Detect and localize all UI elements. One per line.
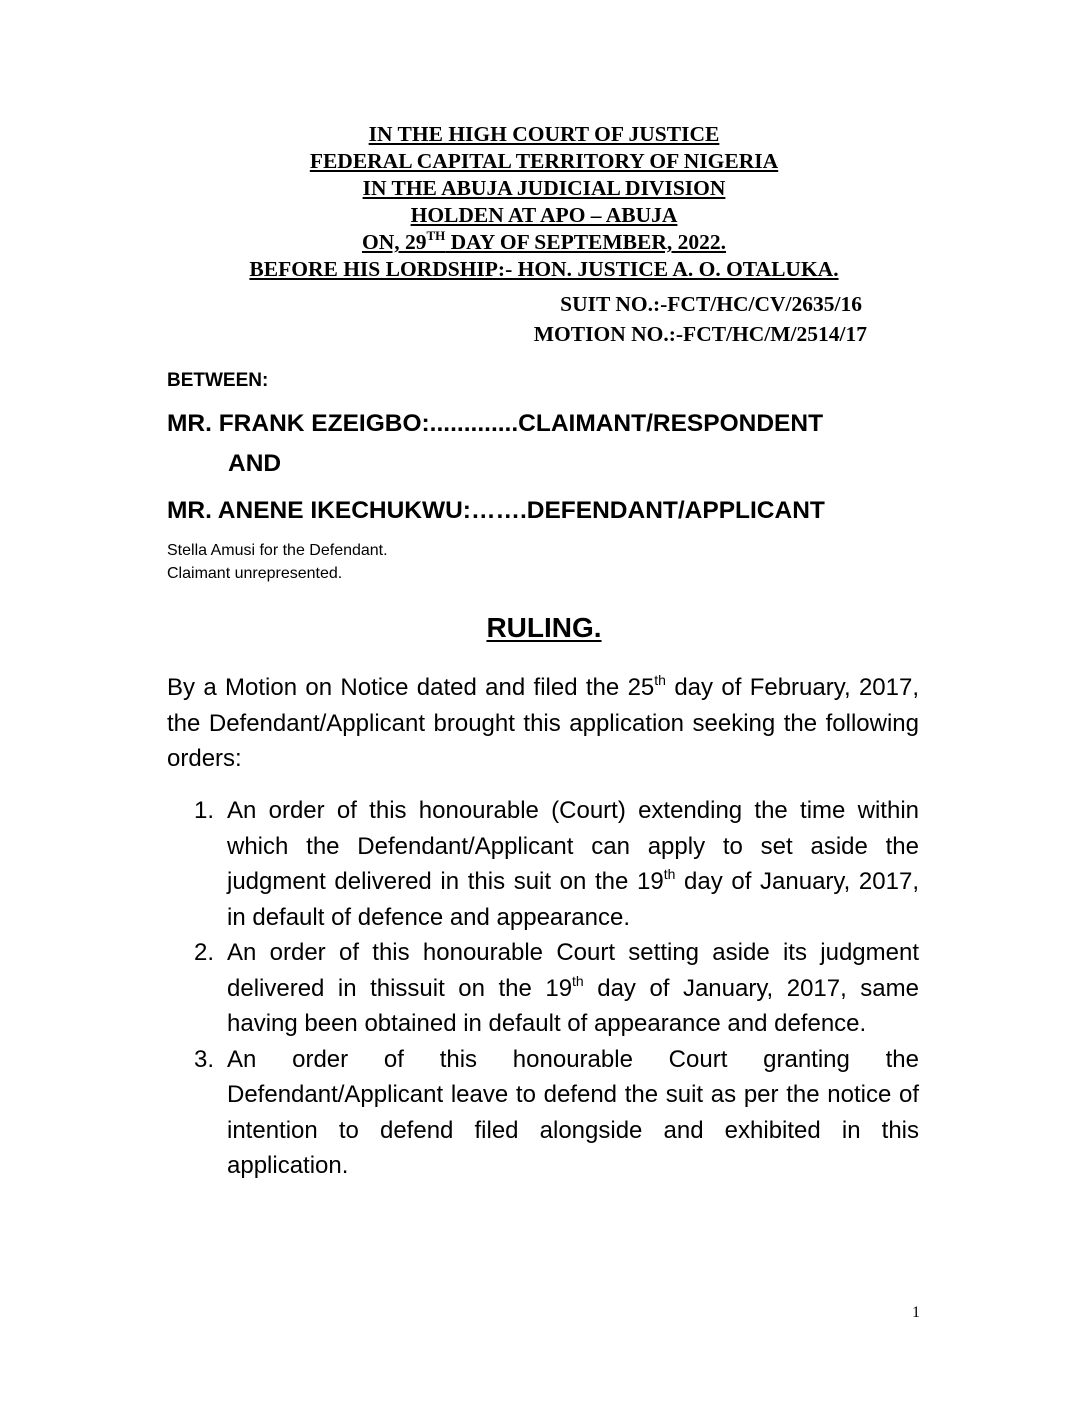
intro-pre: By a Motion on Notice dated and filed the 25 xyxy=(167,674,655,701)
between-label: BETWEEN: xyxy=(167,370,269,391)
intro-post: day of February, 2017, the Defendant/Applicant brought this application seeking the following orders: xyxy=(167,674,920,772)
suit-number: SUIT NO.:-FCT/HC/CV/2635/16 xyxy=(560,292,862,316)
order-number: 1. xyxy=(194,797,215,824)
order-number: 3. xyxy=(194,1045,215,1073)
appearance-claimant: Claimant unrepresented. xyxy=(167,565,343,582)
case-numbers xyxy=(534,289,867,349)
header-line-judge: BEFORE HIS LORDSHIP:- HON. JUSTICE A. O. OTALUKA. xyxy=(249,257,839,281)
party-defendant: MR. ANENE IKECHUKWU:…….DEFENDANT/APPLICANT xyxy=(167,497,825,524)
and-label: AND xyxy=(228,450,282,477)
order-text xyxy=(227,793,919,935)
motion-number: MOTION NO.:-FCT/HC/M/2514/17 xyxy=(533,322,867,346)
list-item xyxy=(167,935,919,1042)
intro-paragraph xyxy=(167,670,919,777)
intro-sup: th xyxy=(654,672,666,688)
order-text xyxy=(227,935,919,1042)
page-number: 1 xyxy=(912,1304,920,1321)
header-line-division: IN THE ABUJA JUDICIAL DIVISION xyxy=(362,176,726,200)
order-number: 2. xyxy=(194,939,215,966)
appearances xyxy=(167,539,388,585)
list-item xyxy=(167,1042,919,1184)
header-line-court: IN THE HIGH COURT OF JUSTICE xyxy=(368,122,720,146)
order-text-post: day of January, 2017, in default of defence and appearance. xyxy=(227,868,919,931)
header-line-date xyxy=(0,229,1088,256)
order-text-sup: th xyxy=(572,972,584,989)
order-text-pre: An order of this honourable (Court) extending the time within which the Defendant/Applicant can apply to set aside the judgment delivered in this suit on the 19 xyxy=(227,797,919,895)
ruling-title: RULING. xyxy=(486,612,602,643)
orders-list xyxy=(167,793,919,1184)
order-text-post: day of January, 2017, same having been obtained in default of appearance and defence. xyxy=(227,974,919,1037)
header-date-post: DAY OF SEPTEMBER, 2022. xyxy=(445,230,727,254)
order-text-pre: An order of this honourable Court setting aside its judgment delivered in thissuit on the 19 xyxy=(227,939,919,1002)
header-date-pre: ON, 29 xyxy=(361,230,427,254)
order-text xyxy=(227,1042,919,1184)
header-line-territory: FEDERAL CAPITAL TERRITORY OF NIGERIA xyxy=(309,149,779,173)
court-header xyxy=(0,121,1088,283)
order-text-pre: An order of this honourable Court granting the Defendant/Applicant leave to defend the suit as per the notice of intention to defend filed alongside and exhibited in this application. xyxy=(227,1045,919,1179)
party-claimant: MR. FRANK EZEIGBO:.............CLAIMANT/RESPONDENT xyxy=(167,410,824,437)
header-line-holden: HOLDEN AT APO – ABUJA xyxy=(410,203,678,227)
appearance-defendant: Stella Amusi for the Defendant. xyxy=(167,542,388,559)
list-item xyxy=(167,793,919,935)
order-text-sup: th xyxy=(663,866,676,882)
header-date-sup: TH xyxy=(426,228,446,243)
